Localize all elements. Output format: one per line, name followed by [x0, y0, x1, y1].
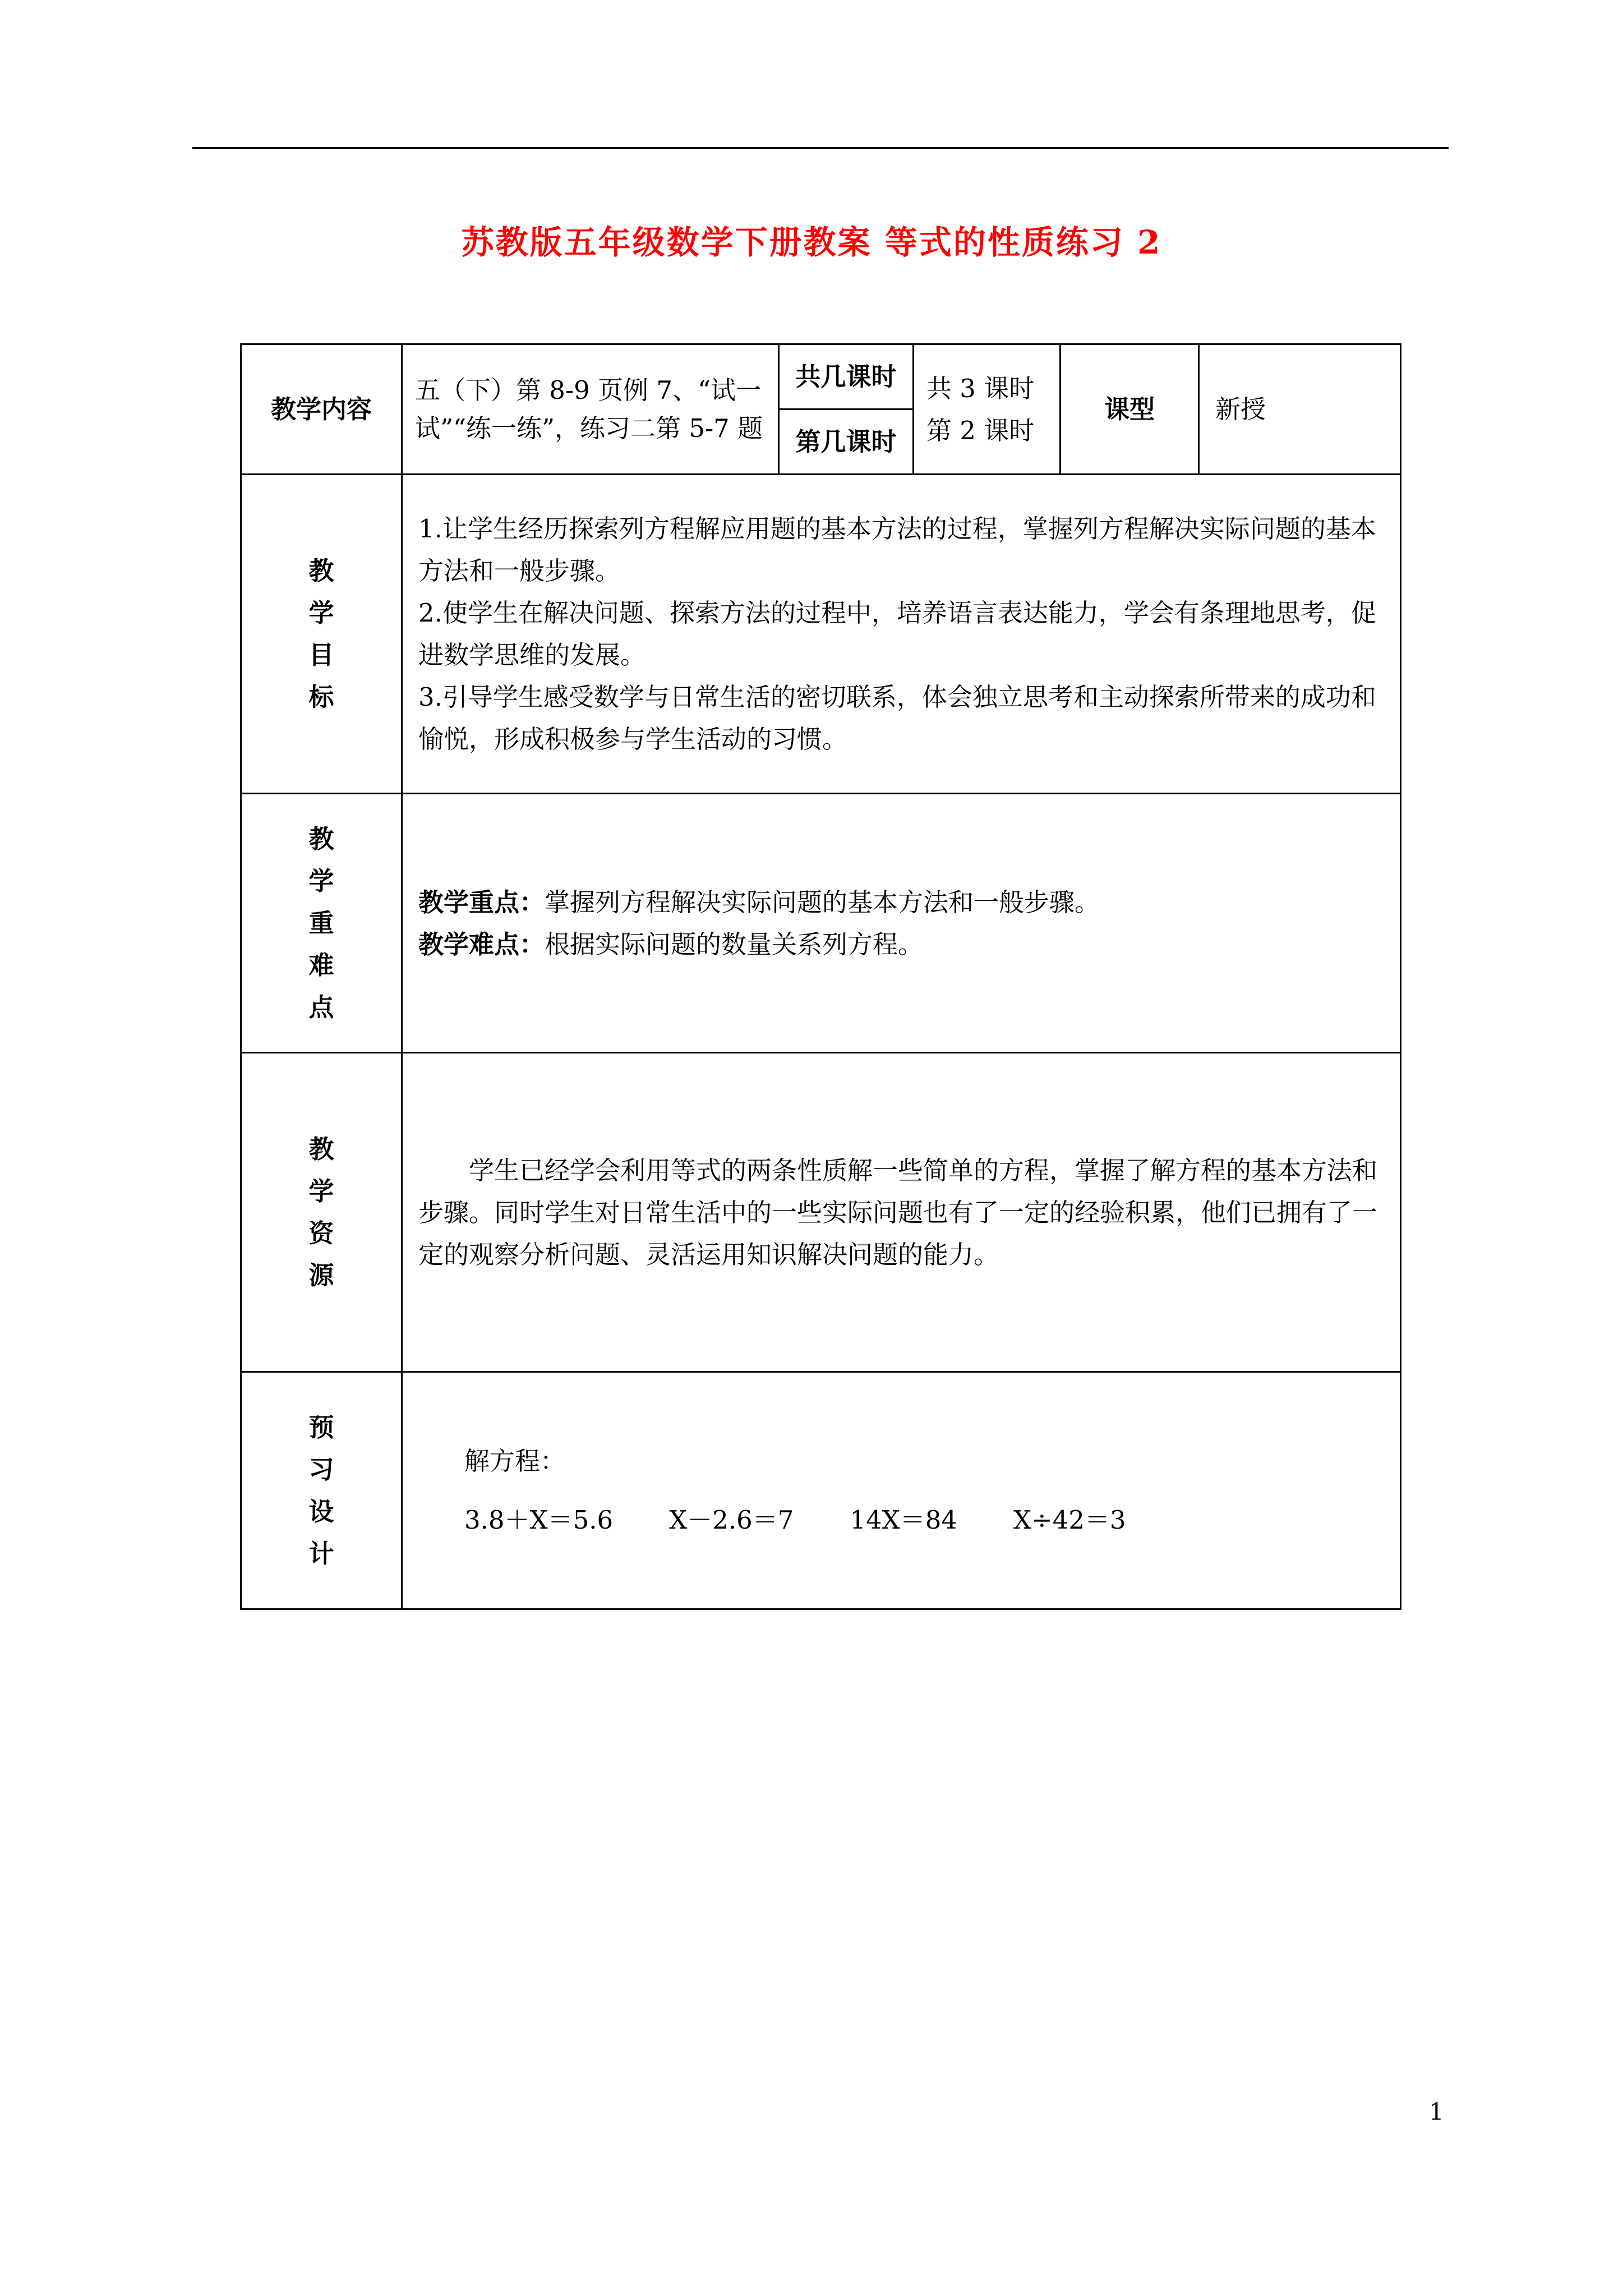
focus-text: 掌握列方程解决实际问题的基本方法和一般步骤。: [545, 887, 1100, 917]
page-number: 1: [1429, 2098, 1444, 2125]
difficulty-label: 教学难点：: [418, 929, 545, 959]
teaching-content-value: 五（下）第 8-9 页例 7、“试一试”“练一练”，练习二第 5-7 题: [402, 344, 779, 475]
total-periods-value: 共 3 课时: [926, 373, 1035, 403]
label-lesson-type: 课型: [1061, 344, 1199, 475]
resources-text: 学生已经学会利用等式的两条性质解一些简单的方程，掌握了解方程的基本方法和步骤。同时学生对日常生活中的一些实际问题也有了一定的经验积累，他们已拥有了一定的观察分析问题、灵活运用知识解决问题的能力。: [418, 1155, 1378, 1269]
current-period-value: 第 2 课时: [926, 415, 1035, 445]
keypoints-content: [402, 794, 1401, 1053]
label-key-difficult-points: 教 学 重 难 点: [241, 794, 402, 1053]
goal-item: 2.使学生在解决问题、探索方法的过程中，培养语言表达能力，学会有条理地思考，促进数学思维的发展。: [418, 598, 1376, 670]
period-values: [914, 344, 1061, 475]
goal-item: 1.让学生经历探索列方程解应用题的基本方法的过程，掌握列方程解决实际问题的基本方法和一般步骤。: [418, 514, 1376, 586]
equation: 14X＝84: [850, 1505, 957, 1535]
focus-label: 教学重点：: [418, 887, 545, 917]
equation: X÷42＝3: [1013, 1505, 1126, 1535]
lesson-plan-table: [240, 343, 1401, 1610]
equation: X－2.6＝7: [669, 1505, 794, 1535]
row-preview: [241, 1372, 1401, 1609]
label-preview-design: 预 习 设 计: [241, 1372, 402, 1609]
label-total-periods: 共几课时: [779, 344, 914, 409]
row-goals: [241, 475, 1401, 794]
label-current-period: 第几课时: [779, 409, 914, 475]
document-title: 苏教版五年级数学下册教案 等式的性质练习 2: [461, 223, 1162, 261]
row-content: [241, 344, 1401, 409]
preview-content: [402, 1372, 1401, 1609]
label-teaching-content: 教学内容: [241, 344, 402, 475]
goals-content: [402, 475, 1401, 794]
focus-line: [418, 881, 1384, 923]
label-teaching-goals: 教 学 目 标: [241, 475, 402, 794]
row-resources: [241, 1053, 1401, 1372]
row-keypoints: [241, 794, 1401, 1053]
equation-list: [464, 1499, 1384, 1541]
resources-content: [402, 1053, 1401, 1372]
difficulty-line: [418, 923, 1384, 965]
label-teaching-resources: 教 学 资 源: [241, 1053, 402, 1372]
lesson-type-value: 新授: [1199, 344, 1401, 475]
preview-heading: 解方程：: [464, 1446, 566, 1476]
equation: 3.8＋X＝5.6: [464, 1505, 614, 1535]
header-rule: [192, 147, 1449, 149]
difficulty-text: 根据实际问题的数量关系列方程。: [545, 929, 924, 959]
goal-item: 3.引导学生感受数学与日常生活的密切联系，体会独立思考和主动探索所带来的成功和愉悦，形成积极参与学生活动的习惯。: [418, 682, 1376, 754]
